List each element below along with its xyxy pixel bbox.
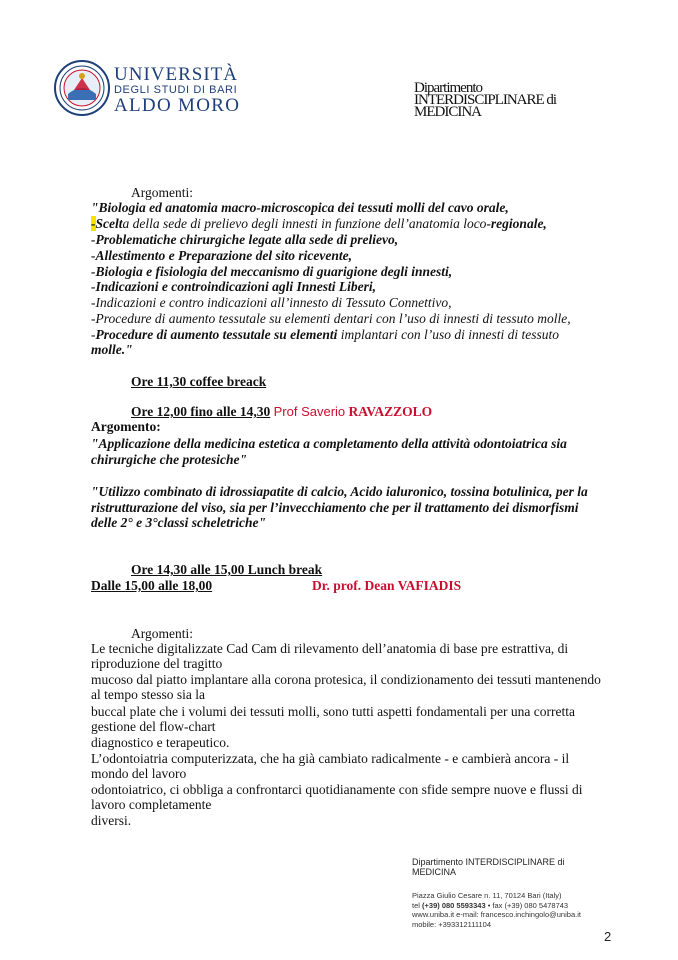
segment-procedure-bold: Procedure di aumento tessutale su elementi [95, 327, 338, 342]
university-name: UNIVERSITÀ [114, 64, 238, 85]
footer-dept-line-2: MEDICINA [412, 867, 457, 877]
footer-department [412, 857, 565, 877]
session2-heading: Argomento: [91, 419, 161, 434]
session3-line-5: buccal plate che i volumi dei tessuti molli, sono tutti aspetti fondamentali per una corretta [91, 704, 575, 719]
section1-line-3: -Problematiche chirurgiche legate alla sede di prelievo, [91, 232, 399, 247]
session3-line-12: diversi. [91, 813, 132, 828]
session2-header [131, 404, 432, 420]
session3-line-8: L’odontoiatria computerizzata, che ha già cambiato radicalmente - e cambierà ancora - il [91, 751, 570, 766]
section1-line-9 [91, 327, 559, 343]
footer-tel-prefix: tel [412, 900, 423, 910]
session2-line-1: "Applicazione della medicina estetica a completamento della attività odontoiatrica sia [91, 436, 567, 451]
university-seal-logo [54, 60, 110, 116]
session2-speaker-title: Prof Saverio [273, 404, 346, 419]
footer-contacts [412, 891, 581, 929]
page-number: 2 [604, 929, 612, 944]
session3-line-7: diagnostico e terapeutico. [91, 735, 230, 750]
section1-line-5: -Biologia e fisiologia del meccanismo di guarigione degli innesti, [91, 264, 453, 279]
segment-procedure-rest: implantari con l’uso di innesti di tessuto [337, 327, 559, 342]
footer-mobile: mobile: +393312111104 [412, 919, 492, 929]
section1-heading: Argomenti: [131, 185, 193, 200]
session3-line-3: mucoso dal piatto implantare alla corona protesica, il condizionamento dei tessuti mantenendo [91, 672, 601, 687]
segment-regionale: -regionale, [486, 216, 547, 231]
session3-line-4: al tempo stesso sia la [91, 687, 205, 702]
session2-line-5: delle 2° e 3°classi scheletriche" [91, 515, 267, 530]
footer-tel [412, 901, 581, 911]
university-aldo-moro: ALDO MORO [114, 95, 241, 116]
session2-time: Ore 12,00 fino alle 14,30 [131, 404, 271, 419]
segment-dash: - [91, 327, 96, 342]
session3-line-10: odontoiatrico, ci obbliga a confrontarci quotidianamente con sfide sempre nuove e flussi di [91, 782, 583, 797]
coffee-break: Ore 11,30 coffee breack [131, 374, 267, 389]
session2-line-3: "Utilizzo combinato di idrossiapatite di calcio, Acido ialuronico, tossina botulinica, per la [91, 484, 588, 499]
dept-line-2: INTERDISCIPLINARE di [414, 92, 557, 108]
section1-line-4: -Allestimento e Preparazione del sito ricevente, [91, 248, 352, 263]
footer-web-email[interactable]: www.uniba.it e-mail: francesco.inchingolo@uniba.it [412, 910, 581, 919]
segment-scelt: Scelt [95, 216, 123, 231]
university-subtitle: DEGLI STUDI DI BARI [114, 84, 238, 96]
highlight-dash: - [91, 216, 96, 231]
footer-dept-line-1: Dipartimento INTERDISCIPLINARE di [412, 857, 565, 867]
section1-line-10: molle." [91, 342, 133, 357]
lunch-break: Ore 14,30 alle 15,00 Lunch break [131, 562, 323, 577]
session2-line-4: ristrutturazione del viso, sia per l’invecchiamento che per il trattamento dei dismorfismi [91, 500, 579, 515]
section1-line-6: -Indicazioni e controindicazioni agli Innesti Liberi, [91, 279, 377, 294]
session3-time: Dalle 15,00 alle 18,00 [91, 578, 213, 593]
session3-line-1: Le tecniche digitalizzate Cad Cam di rilevamento dell’anatomia di base pre estrattiva, di [91, 641, 569, 656]
session3-line-9: mondo del lavoro [91, 766, 187, 781]
session2-speaker-surname: RAVAZZOLO [348, 404, 433, 419]
section1-line-2 [91, 216, 547, 232]
segment-body: a della sede di prelievo degli innesti in funzione dell’anatomia loco [122, 216, 487, 231]
session3-heading: Argomenti: [131, 626, 193, 641]
footer-fax: • fax (+39) 080 5478743 [485, 900, 569, 910]
footer-address: Piazza Giulio Cesare n. 11, 70124 Bari (Italy) [412, 891, 562, 900]
session3-line-2: riproduzione del tragitto [91, 656, 223, 671]
session3-line-6: gestione del flow-chart [91, 719, 216, 734]
section1-line-7: -Indicazioni e contro indicazioni all’innesto di Tessuto Connettivo, [91, 295, 452, 310]
footer-tel-number: (+39) 080 5593343 [422, 900, 486, 910]
department-header [414, 82, 556, 118]
dept-line-3: MEDICINA [414, 104, 481, 120]
session3-line-11: lavoro completamente [91, 797, 212, 812]
section1-line-1: "Biologia ed anatomia macro-microscopica dei tessuti molli del cavo orale, [91, 200, 509, 215]
session3-speaker: Dr. prof. Dean VAFIADIS [312, 578, 462, 593]
section1-line-8: -Procedure di aumento tessutale su elementi dentari con l’uso di innesti di tessuto molle, [91, 311, 571, 326]
session2-line-2: chirurgiche che protesiche" [91, 452, 247, 467]
dept-line-1: Dipartimento [414, 80, 482, 96]
